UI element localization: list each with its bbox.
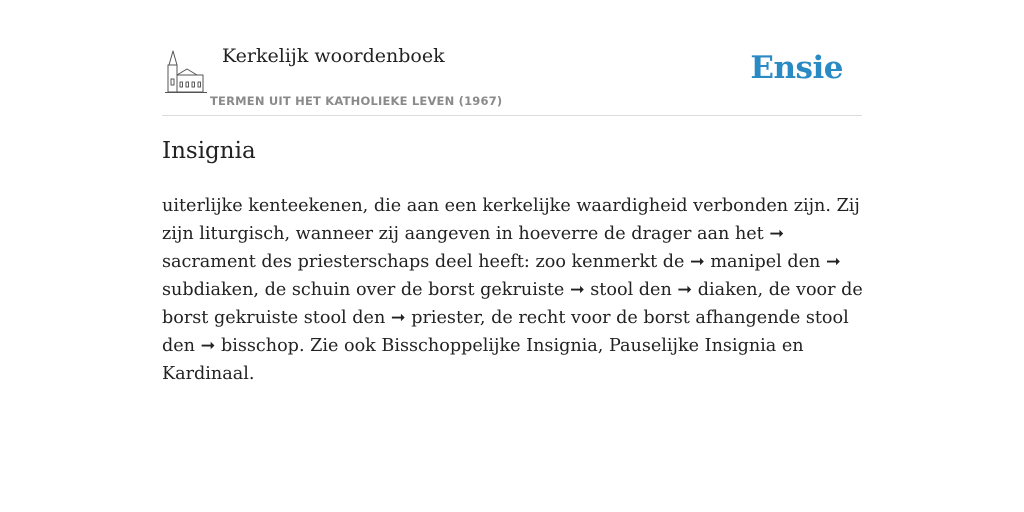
dictionary-subtitle: TERMEN UIT HET KATHOLIEKE LEVEN (1967) bbox=[210, 94, 503, 108]
entry-text: , de recht voor de borst afhangende stool den bbox=[162, 308, 849, 356]
entry-text: . Zie ook Bisschoppelijke Insignia, Pauselijke Insignia en Kardinaal. bbox=[162, 336, 804, 384]
entry-text: uiterlijke kenteekenen, die aan een kerkelijke waardigheid verbonden zijn. Zij zijn liturgisch, wanneer zij aangeven in hoeverre de drager aan het bbox=[162, 196, 860, 244]
entry-text: den bbox=[781, 252, 826, 272]
entry-text: , de schuin over de borst gekruiste bbox=[253, 280, 570, 300]
dictionary-header bbox=[162, 0, 862, 116]
cross-reference-link[interactable]: stool bbox=[590, 280, 634, 300]
cross-reference-arrow-icon: ➞ bbox=[690, 252, 711, 272]
entry-title: Insignia bbox=[162, 138, 256, 164]
cross-reference-arrow-icon: ➞ bbox=[390, 308, 412, 328]
entry-body bbox=[162, 192, 867, 388]
cross-reference-link[interactable]: bisschop bbox=[220, 336, 299, 356]
entry-text: deel heeft: zoo kenmerkt de bbox=[429, 252, 690, 272]
cross-reference-arrow-icon: ➞ bbox=[769, 224, 785, 244]
cross-reference-link[interactable]: manipel bbox=[710, 252, 782, 272]
cross-reference-link[interactable]: sacrament des priesterschaps bbox=[162, 252, 430, 272]
cross-reference-link[interactable]: priester bbox=[411, 308, 480, 328]
cross-reference-link[interactable]: diaken bbox=[697, 280, 758, 300]
cross-reference-arrow-icon: ➞ bbox=[569, 280, 591, 300]
site-title[interactable]: Kerkelijk woordenboek bbox=[222, 45, 445, 67]
church-icon bbox=[165, 49, 207, 95]
cross-reference-arrow-icon: ➞ bbox=[200, 336, 221, 356]
cross-reference-arrow-icon: ➞ bbox=[825, 252, 841, 272]
entry-text: den bbox=[633, 280, 678, 300]
cross-reference-arrow-icon: ➞ bbox=[677, 280, 698, 300]
ensie-logo-link[interactable]: Ensie bbox=[750, 50, 843, 86]
cross-reference-link[interactable]: subdiaken bbox=[162, 280, 254, 300]
entry-text: , de voor de borst gekruiste stool den bbox=[162, 280, 863, 328]
page bbox=[162, 0, 863, 384]
